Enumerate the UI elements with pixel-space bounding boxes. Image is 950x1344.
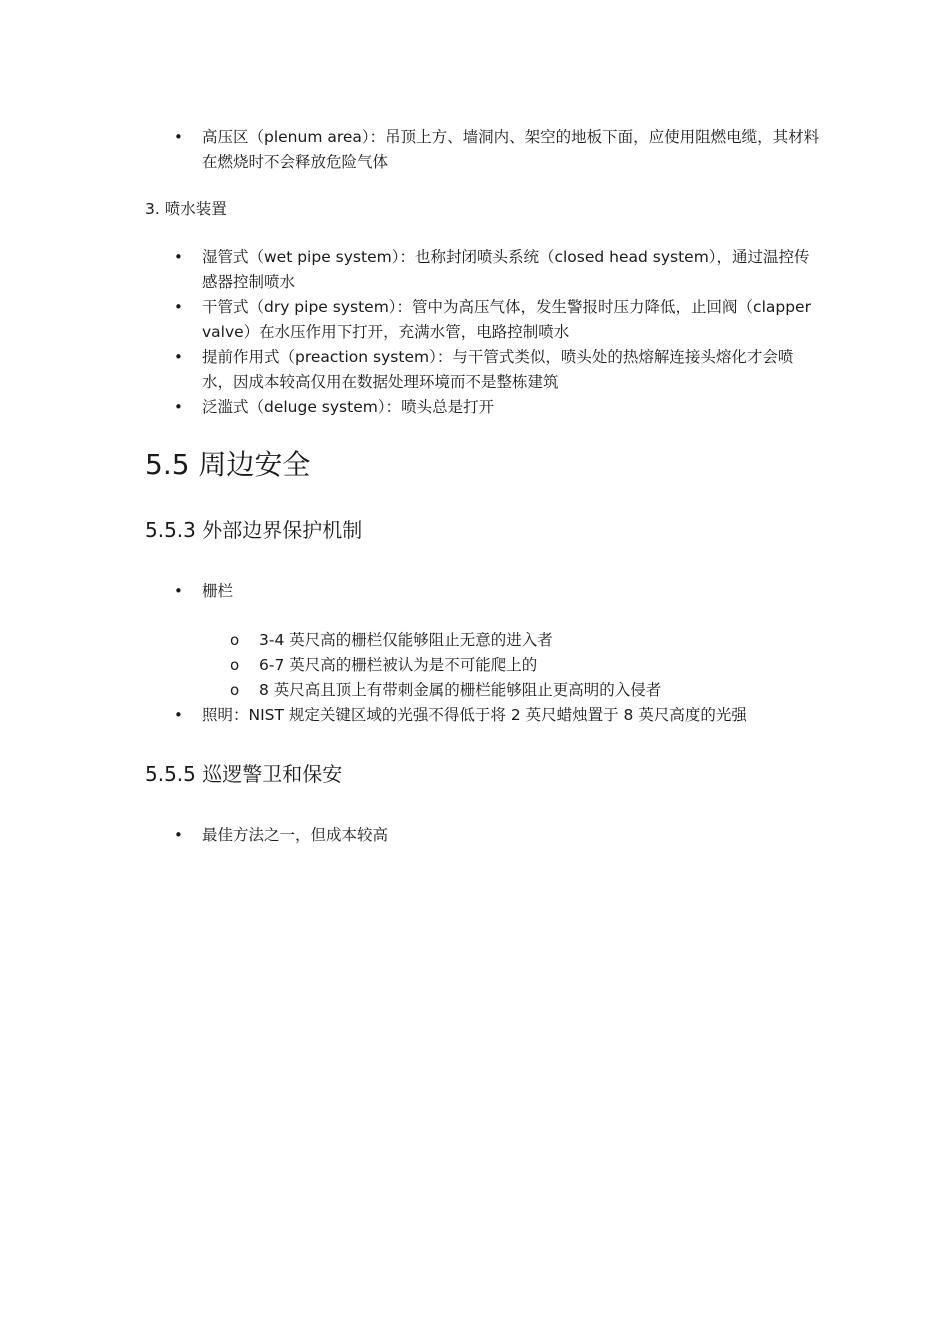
list-item bbox=[174, 295, 822, 345]
list-item-text: 照明：NIST 规定关键区域的光强不得低于将 2 英尺蜡烛置于 8 英尺高度的光强 bbox=[202, 706, 747, 724]
bullet-glyph: • bbox=[174, 398, 183, 416]
list-item bbox=[174, 703, 822, 728]
list-item-text: 湿管式（wet pipe system）：也称封闭喷头系统（closed head system），通过温控传感器控制喷水 bbox=[202, 248, 810, 291]
list-item-text: 干管式（dry pipe system）：管中为高压气体，发生警报时压力降低，止回阀（clapper valve）在水压作用下打开，充满水管，电路控制喷水 bbox=[202, 298, 811, 341]
section-title-5-5-3: 5.5.3 外部边界保护机制 bbox=[145, 518, 363, 542]
sub-list-item-text: 6-7 英尺高的栅栏被认为是不可能爬上的 bbox=[259, 656, 538, 674]
bullet-glyph: • bbox=[174, 582, 183, 600]
bullet-glyph: • bbox=[174, 248, 183, 266]
sub-list-item-text: 3-4 英尺高的栅栏仅能够阻止无意的进入者 bbox=[259, 631, 553, 649]
sub-bullet-glyph: o bbox=[230, 656, 240, 674]
bullet-glyph: • bbox=[174, 128, 183, 146]
sub-list-item bbox=[230, 678, 819, 703]
sub-list-item-text: 8 英尺高且顶上有带刺金属的栅栏能够阻止更高明的入侵者 bbox=[259, 681, 662, 699]
bullet-glyph: • bbox=[174, 298, 183, 316]
sub-list-item bbox=[230, 628, 819, 653]
section-title-5-5: 5.5 周边安全 bbox=[145, 448, 311, 481]
list-item bbox=[174, 823, 822, 848]
bullet-glyph: • bbox=[174, 348, 183, 366]
sub-bullet-glyph: o bbox=[230, 681, 240, 699]
bullet-glyph: • bbox=[174, 706, 183, 724]
list-item-text: 提前作用式（preaction system）：与干管式类似，喷头处的热熔解连接头熔化才会喷水，因成本较高仅用在数据处理环境而不是整栋建筑 bbox=[202, 348, 794, 391]
sub-list-item bbox=[230, 653, 819, 678]
list-item bbox=[174, 345, 822, 395]
list-item bbox=[174, 245, 822, 295]
bullet-glyph: • bbox=[174, 826, 183, 844]
list-item-text: 最佳方法之一，但成本较高 bbox=[202, 826, 389, 844]
sub-bullet-glyph: o bbox=[230, 631, 240, 649]
list-item-text: 高压区（plenum area）：吊顶上方、墙洞内、架空的地板下面，应使用阻燃电缆，其材料在燃烧时不会释放危险气体 bbox=[202, 128, 820, 171]
list-item bbox=[174, 395, 822, 420]
list-item bbox=[174, 579, 822, 604]
list-item-text: 栅栏 bbox=[202, 582, 234, 600]
list-item bbox=[174, 125, 822, 175]
list-item-text: 泛滥式（deluge system）：喷头总是打开 bbox=[202, 398, 495, 416]
section-title-5-5-5: 5.5.5 巡逻警卫和保安 bbox=[145, 762, 343, 786]
numbered-heading: 3. 喷水装置 bbox=[145, 200, 227, 218]
